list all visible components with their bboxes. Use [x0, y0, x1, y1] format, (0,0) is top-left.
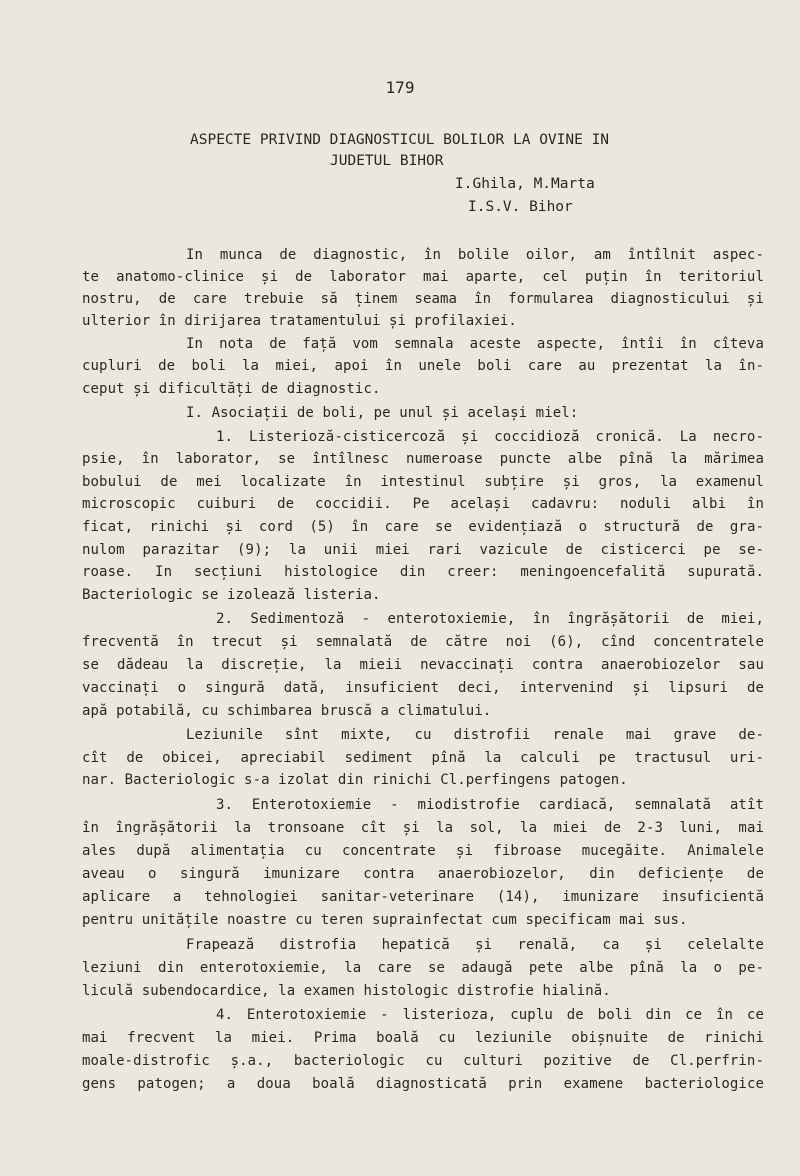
text-line: mai frecvent la miei. Prima boală cu leziunile obișnuite de rinichi: [82, 1030, 764, 1046]
text-line: se dădeau la discreție, la mieii nevaccinați contra anaerobiozelor sau: [82, 657, 764, 673]
text-line: aveau o singură imunizare contra anaerobiozelor, din deficiențe de: [82, 866, 764, 882]
text-line: aplicare a tehnologiei sanitar-veterinare (14), imunizare insuficientă: [82, 889, 764, 905]
text-line: Leziunile sînt mixte, cu distrofii renale mai grave de-: [186, 727, 764, 743]
article-title-line-2: JUDETUL BIHOR: [330, 153, 444, 169]
text-line: vaccinați o singură dată, insuficient deci, intervenind și lipsuri de: [82, 680, 764, 696]
text-line: cît de obicei, apreciabil sediment pînă la calculi pe tractusul uri-: [82, 750, 764, 766]
text-line: liculă subendocardice, la examen histologic distrofie hialină.: [82, 983, 611, 999]
text-line: bobului de mei localizate în intestinul subțire și gros, la examenul: [82, 474, 764, 490]
text-line: moale-distrofic ș.a., bacteriologic cu culturi pozitive de Cl.perfrin-: [82, 1053, 764, 1069]
text-line: Bacteriologic se izolează listeria.: [82, 587, 381, 603]
author-institution: I.S.V. Bihor: [468, 199, 573, 215]
page-number: 179: [385, 78, 415, 97]
author-names: I.Ghila, M.Marta: [455, 176, 595, 192]
text-line: 4. Enterotoxiemie - listerioza, cuplu de boli din ce în ce: [216, 1007, 764, 1023]
text-line: leziuni din enterotoxiemie, la care se adaugă pete albe pînă la o pe-: [82, 960, 764, 976]
text-line: în îngrășătorii la tronsoane cît și la sol, la miei de 2-3 luni, mai: [82, 820, 764, 836]
text-line: gens patogen; a doua boală diagnosticată prin examene bacteriologice: [82, 1076, 764, 1092]
text-line: 1. Listerioză-cisticercoză și coccidioză cronică. La necro-: [216, 429, 764, 445]
text-line: I. Asociații de boli, pe unul și același miel:: [186, 405, 579, 421]
article-title-line-1: ASPECTE PRIVIND DIAGNOSTICUL BOLILOR LA OVINE IN: [190, 132, 610, 148]
text-line: apă potabilă, cu schimbarea bruscă a climatului.: [82, 703, 492, 719]
text-line: ficat, rinichi și cord (5) în care se evidențiază o structură de gra-: [82, 519, 764, 535]
text-line: ales după alimentația cu concentrate și fibroase mucegăite. Animalele: [82, 843, 764, 859]
text-line: 2. Sedimentoză - enterotoxiemie, în îngrășătorii de miei,: [216, 611, 764, 627]
text-line: frecventă în trecut și semnalată de către noi (6), cînd concentratele: [82, 634, 764, 650]
text-line: nulom parazitar (9); la unii miei rari vazicule de cisticerci pe se-: [82, 542, 764, 558]
text-line: ulterior în dirijarea tratamentului și profilaxiei.: [82, 313, 517, 329]
text-line: 3. Enterotoxiemie - miodistrofie cardiacă, semnalată atît: [216, 797, 764, 813]
text-line: In munca de diagnostic, în bolile oilor, am întîlnit aspec-: [186, 247, 764, 263]
text-line: ceput și dificultăți de diagnostic.: [82, 381, 381, 397]
text-line: psie, în laborator, se întîlnesc numeroase puncte albe pînă la mărimea: [82, 451, 764, 467]
text-line: nostru, de care trebuie să ținem seama în formularea diagnosticului și: [82, 291, 764, 307]
text-line: pentru unitățile noastre cu teren suprainfectat cum specificam mai sus.: [82, 912, 688, 928]
text-line: microscopic cuiburi de coccidii. Pe același cadavru: noduli albi în: [82, 496, 764, 512]
text-line: Frapează distrofia hepatică și renală, ca și celelalte: [186, 937, 764, 953]
text-line: nar. Bacteriologic s-a izolat din rinichi Cl.perfingens patogen.: [82, 772, 628, 788]
text-line: roase. In secțiuni histologice din creer: meningoencefalită supurată.: [82, 564, 764, 580]
text-line: te anatomo-clinice și de laborator mai aparte, cel puțin în teritoriul: [82, 269, 764, 285]
text-line: cupluri de boli la miei, apoi în unele boli care au prezentat la în-: [82, 358, 764, 374]
text-line: In nota de față vom semnala aceste aspecte, întîi în cîteva: [186, 336, 764, 352]
